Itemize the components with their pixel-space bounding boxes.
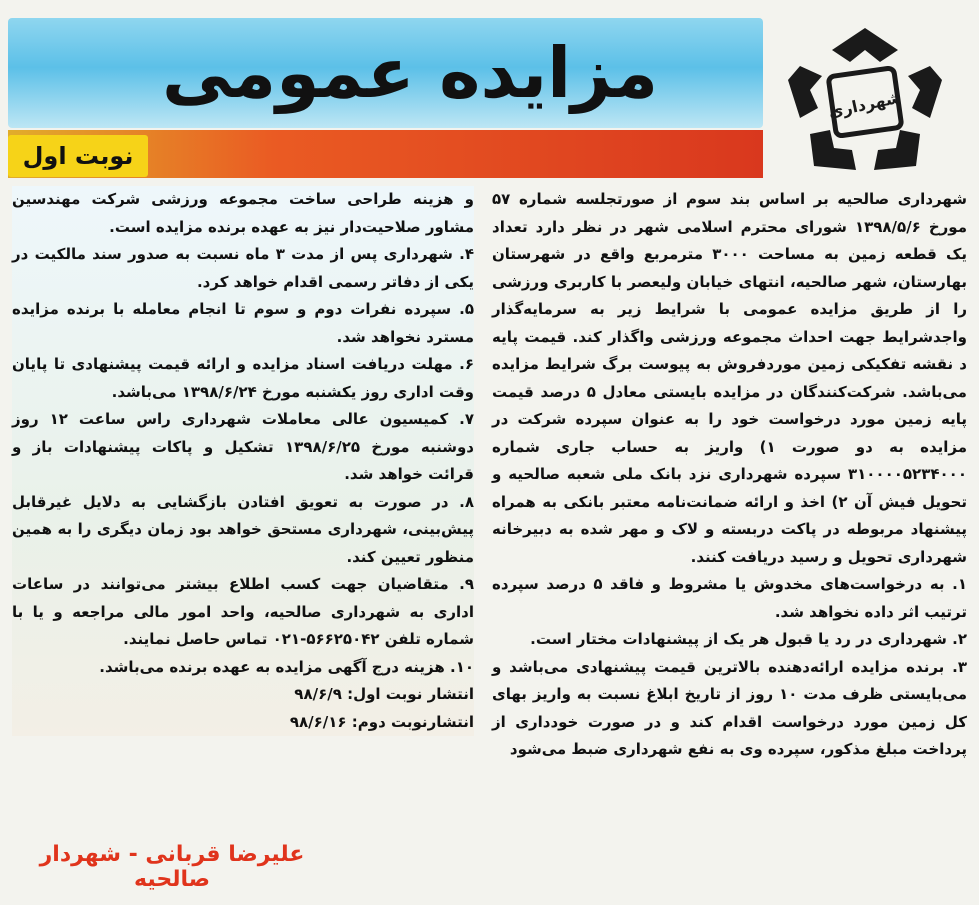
clause-8: ۸. در صورت به تعویق افتادن بازگشایی به دلایل غیرقابل پیش‌بینی، شهرداری مستحق خواهد بود زمان دیگری را به همین منظور تعیین کند. bbox=[12, 492, 474, 566]
clause-3-continued: و هزینه طراحی ساخت مجموعه ورزشی شرکت مهندسین مشاور صلاحیت‌دار نیز به عهده برنده مزایده است. bbox=[12, 190, 474, 236]
logo-text: شهرداری bbox=[826, 87, 903, 122]
clause-9: ۹. متقاضیان جهت کسب اطلاع بیشتر می‌توانند در ساعات اداری به شهرداری صالحیه، واحد امور مالی مراجعه و یا با شماره تلفن ۵۶۶۲۵۰۴۲-۰۲۱ تماس حاصل نمایند. bbox=[12, 575, 474, 648]
clause-7: ۷. کمیسیون عالی معاملات شهرداری راس ساعت ۱۲ روز دوشنبه مورخ ۱۳۹۸/۶/۲۵ تشکیل و پاکات پیشنهادات باز و قرائت خواهد شد. bbox=[12, 410, 474, 483]
publication-second: انتشارنوبت دوم: ۹۸/۶/۱۶ bbox=[289, 712, 474, 731]
left-column bbox=[12, 186, 474, 736]
clause-4: ۴. شهرداری پس از مدت ۳ ماه نسبت به صدور سند مالکیت در یکی از دفاتر رسمی اقدام خواهد کرد. bbox=[12, 245, 475, 291]
page-title: مزایده عمومی bbox=[161, 32, 659, 114]
clause-5: ۵. سپرده نفرات دوم و سوم تا انجام معامله با برنده مزایده مسترد نخواهد شد. bbox=[12, 300, 474, 346]
clause-1: ۱. به درخواست‌های مخدوش یا مشروط و فاقد ۵ درصد سپرده ترتیب اثر داده نخواهد شد. bbox=[492, 575, 967, 621]
clause-3: ۳. برنده مزایده ارائه‌دهنده بالاترین قیمت پیشنهادی می‌باشد و می‌بایستی ظرف مدت ۱۰ روز از تاریخ ابلاغ نسبت به واریز بهای کل زمین مورد درخواست اقدام کند و در صورت خودداری از پرداخت مبلغ مذکور، سپرده وی به نفع شهرداری ضبط می‌شود bbox=[492, 657, 967, 758]
municipality-emblem-icon bbox=[770, 20, 960, 180]
publication-first: انتشار نوبت اول: ۹۸/۶/۹ bbox=[294, 685, 474, 703]
signature: علیرضا قربانی - شهردار صالحیه bbox=[39, 842, 305, 892]
clause-2: ۲. شهرداری در رد یا قبول هر یک از پیشنهادات مختار است. bbox=[530, 630, 967, 648]
clause-6: ۶. مهلت دریافت اسناد مزایده و ارائه قیمت پیشنهادی تا پایان وقت اداری روز یکشنبه مورخ ۱۳۹۸/۶/۲۴ می‌باشد. bbox=[12, 355, 474, 401]
intro-paragraph: شهرداری صالحیه بر اساس بند سوم از صورتجلسه شماره ۵۷ مورخ ۱۳۹۸/۵/۶ شورای محترم اسلامی شهر در نظر دارد تعداد یک قطعه زمین به مساحت ۳۰۰۰ مترمربع واقع در شهرستان بهارستان، شهر صالحیه، انتهای خیابان ولیعصر با کاربری ورزشی را از طریق مزایده عمومی با شرایط زیر به سرمایه‌گذار واجدشرایط جهت احداث مجموعه ورزشی واگذار کند. قیمت پایه د نقشه تفکیکی زمین موردفروش به پیوست برگ شرایط مزایده می‌باشد. شرکت‌کنندگان در مزایده بایستی معادل ۵ درصد قیمت پایه زمین مورد درخواست خود را به عنوان سپرده شرکت در مزایده به دو صورت ۱) واریز به حساب جاری شماره ۳۱۰۰۰۰۵۲۳۴۰۰۰ سپرده شهرداری نزد بانک ملی شعبه صالحیه و تحویل فیش آن ۲) اخذ و ارائه ضمانت‌نامه معتبر بانکی به همراه پیشنهاد مربوطه در پاکت دربسته و لاک و مهر شده به دبیرخانه شهرداری تحویل و رسید دریافت کنند. bbox=[492, 190, 968, 566]
right-column bbox=[492, 186, 967, 764]
round-badge: نوبت اول bbox=[8, 135, 148, 177]
clause-10: ۱۰. هزینه درج آگهی مزایده به عهده برنده می‌باشد. bbox=[99, 657, 474, 676]
